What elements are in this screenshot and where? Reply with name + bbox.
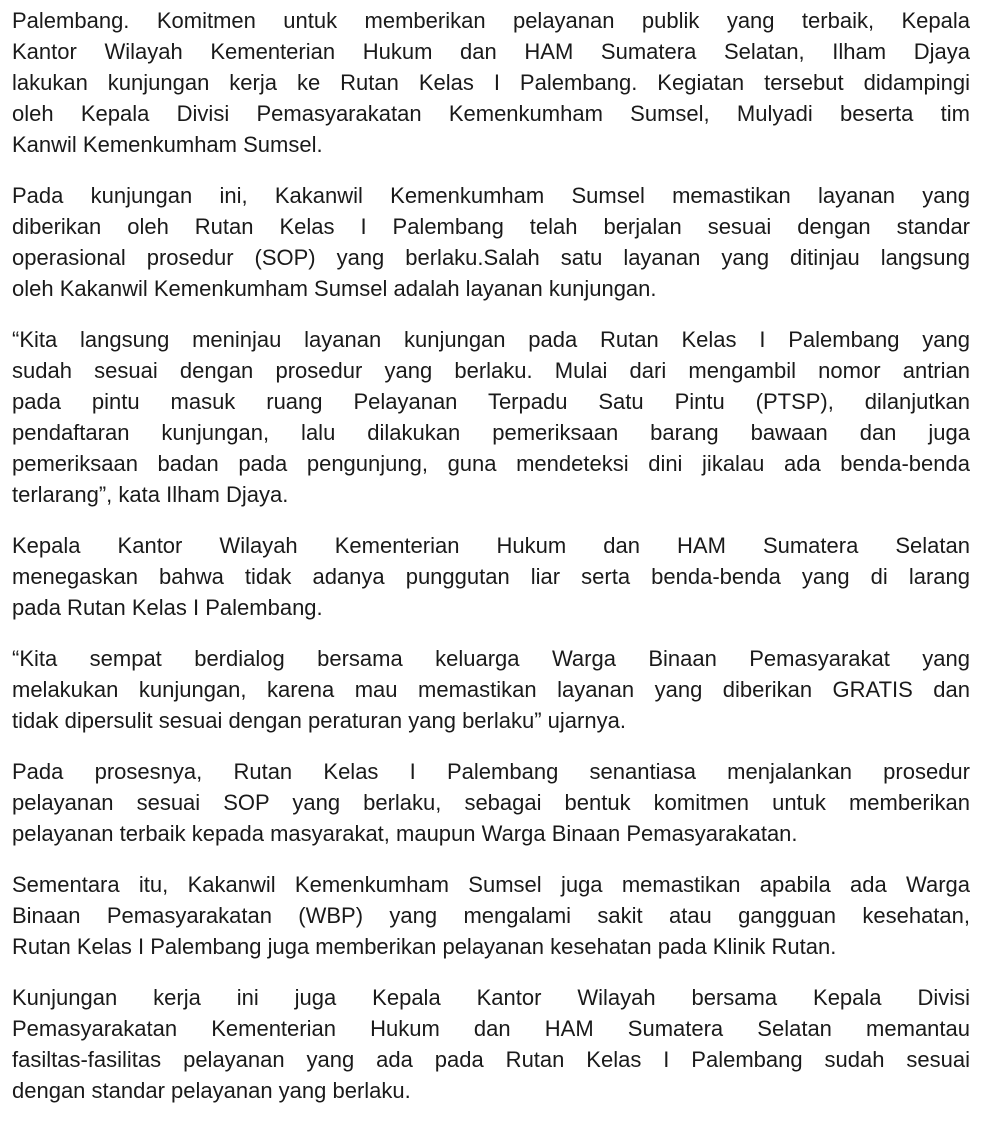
text-line: “Kita sempat berdialog bersama keluarga Warga Binaan Pemasyarakat yang xyxy=(12,646,970,671)
text-line: Kantor Wilayah Kementerian Hukum dan HAM Sumatera Selatan, Ilham Djaya xyxy=(12,39,970,64)
text-line: sudah sesuai dengan prosedur yang berlaku. Mulai dari mengambil nomor antrian xyxy=(12,358,970,383)
paragraph-6 xyxy=(12,756,970,849)
text-line: dengan standar pelayanan yang berlaku. xyxy=(12,1078,411,1103)
text-line: pada pintu masuk ruang Pelayanan Terpadu Satu Pintu (PTSP), dilanjutkan xyxy=(12,389,970,414)
paragraph-4 xyxy=(12,530,970,623)
text-line: pemeriksaan badan pada pengunjung, guna mendeteksi dini jikalau ada benda-benda xyxy=(12,451,970,476)
paragraph-5 xyxy=(12,643,970,736)
text-line: tidak dipersulit sesuai dengan peraturan yang berlaku” ujarnya. xyxy=(12,708,626,733)
text-line: Pemasyarakatan Kementerian Hukum dan HAM Sumatera Selatan memantau xyxy=(12,1016,970,1041)
text-line: oleh Kepala Divisi Pemasyarakatan Kemenkumham Sumsel, Mulyadi beserta tim xyxy=(12,101,970,126)
text-line: terlarang”, kata Ilham Djaya. xyxy=(12,482,289,507)
text-line: Palembang. Komitmen untuk memberikan pelayanan publik yang terbaik, Kepala xyxy=(12,8,970,33)
text-line: pendaftaran kunjungan, lalu dilakukan pemeriksaan barang bawaan dan juga xyxy=(12,420,970,445)
text-line: “Kita langsung meninjau layanan kunjungan pada Rutan Kelas I Palembang yang xyxy=(12,327,970,352)
paragraph-8 xyxy=(12,982,970,1106)
text-line: Pada kunjungan ini, Kakanwil Kemenkumham Sumsel memastikan layanan yang xyxy=(12,183,970,208)
text-line: pada Rutan Kelas I Palembang. xyxy=(12,595,323,620)
paragraph-7 xyxy=(12,869,970,962)
paragraph-1 xyxy=(12,5,970,160)
text-line: menegaskan bahwa tidak adanya punggutan liar serta benda-benda yang di larang xyxy=(12,564,970,589)
text-line: Kanwil Kemenkumham Sumsel. xyxy=(12,132,323,157)
text-line: lakukan kunjungan kerja ke Rutan Kelas I Palembang. Kegiatan tersebut didampingi xyxy=(12,70,970,95)
text-line: diberikan oleh Rutan Kelas I Palembang telah berjalan sesuai dengan standar xyxy=(12,214,970,239)
article-body xyxy=(12,5,970,1126)
text-line: pelayanan sesuai SOP yang berlaku, sebagai bentuk komitmen untuk memberikan xyxy=(12,790,970,815)
paragraph-3 xyxy=(12,324,970,510)
text-line: oleh Kakanwil Kemenkumham Sumsel adalah layanan kunjungan. xyxy=(12,276,657,301)
text-line: fasiltas-fasilitas pelayanan yang ada pada Rutan Kelas I Palembang sudah sesuai xyxy=(12,1047,970,1072)
text-line: Rutan Kelas I Palembang juga memberikan pelayanan kesehatan pada Klinik Rutan. xyxy=(12,934,837,959)
text-line: Sementara itu, Kakanwil Kemenkumham Sumsel juga memastikan apabila ada Warga xyxy=(12,872,970,897)
text-line: Kunjungan kerja ini juga Kepala Kantor Wilayah bersama Kepala Divisi xyxy=(12,985,970,1010)
paragraph-2 xyxy=(12,180,970,304)
text-line: Pada prosesnya, Rutan Kelas I Palembang senantiasa menjalankan prosedur xyxy=(12,759,970,784)
text-line: melakukan kunjungan, karena mau memastikan layanan yang diberikan GRATIS dan xyxy=(12,677,970,702)
text-line: pelayanan terbaik kepada masyarakat, maupun Warga Binaan Pemasyarakatan. xyxy=(12,821,798,846)
text-line: Binaan Pemasyarakatan (WBP) yang mengalami sakit atau gangguan kesehatan, xyxy=(12,903,970,928)
text-line: Kepala Kantor Wilayah Kementerian Hukum dan HAM Sumatera Selatan xyxy=(12,533,970,558)
text-line: operasional prosedur (SOP) yang berlaku.Salah satu layanan yang ditinjau langsung xyxy=(12,245,970,270)
